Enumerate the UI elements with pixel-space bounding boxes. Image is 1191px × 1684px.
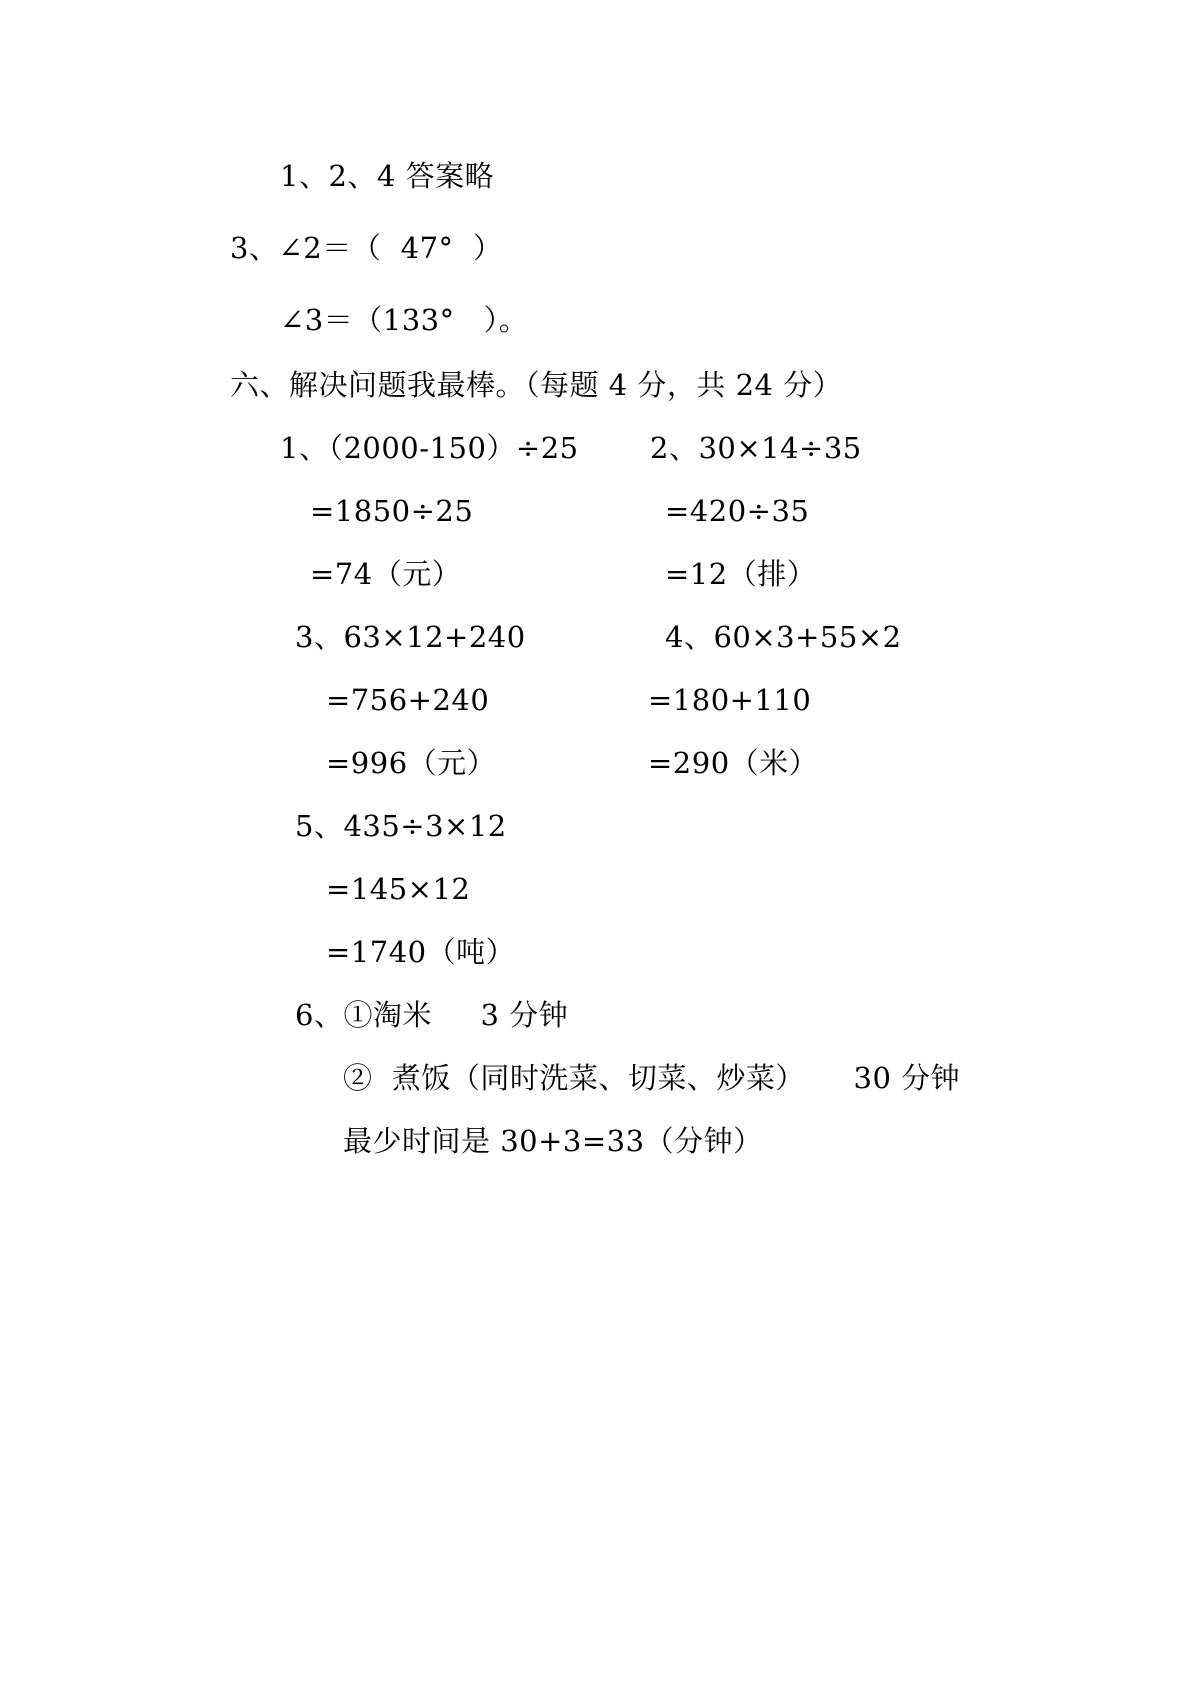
q1-step1: =1850÷25 bbox=[310, 494, 474, 528]
q1-result: =74（元） bbox=[310, 557, 462, 591]
section-heading: 六、解决问题我最棒。（每题 4 分，共 24 分） bbox=[230, 368, 843, 402]
q4-step1: =180+110 bbox=[648, 683, 812, 717]
q2-step1: =420÷35 bbox=[665, 494, 810, 528]
q3-step1: =756+240 bbox=[326, 683, 490, 717]
q4-expression: 4、60×3+55×2 bbox=[665, 620, 902, 654]
q3-expression: 3、63×12+240 bbox=[295, 620, 526, 654]
q2-expression: 2、30×14÷35 bbox=[650, 431, 862, 465]
q2-result: =12（排） bbox=[665, 557, 817, 591]
q5-expression: 5、435÷3×12 bbox=[295, 809, 507, 843]
q4-result: =290（米） bbox=[648, 746, 819, 780]
q6-step1: 6、①淘米 3 分钟 bbox=[295, 998, 569, 1032]
q1-expression: 1、（2000-150）÷25 bbox=[280, 431, 579, 465]
answer-q3-angle2: 3、∠2＝（ 47° ） bbox=[230, 231, 503, 265]
q5-step1: =145×12 bbox=[326, 872, 471, 906]
q6-conclusion: 最少时间是 30+3=33（分钟） bbox=[343, 1124, 763, 1158]
q5-result: =1740（吨） bbox=[326, 935, 516, 969]
answer-q3-angle3: ∠3＝（133° ）。 bbox=[280, 303, 529, 337]
answer-q124: 1、2、4 答案略 bbox=[280, 159, 495, 193]
q6-step2: ② 煮饭（同时洗菜、切菜、炒菜） 30 分钟 bbox=[343, 1061, 961, 1095]
q3-result: =996（元） bbox=[326, 746, 497, 780]
